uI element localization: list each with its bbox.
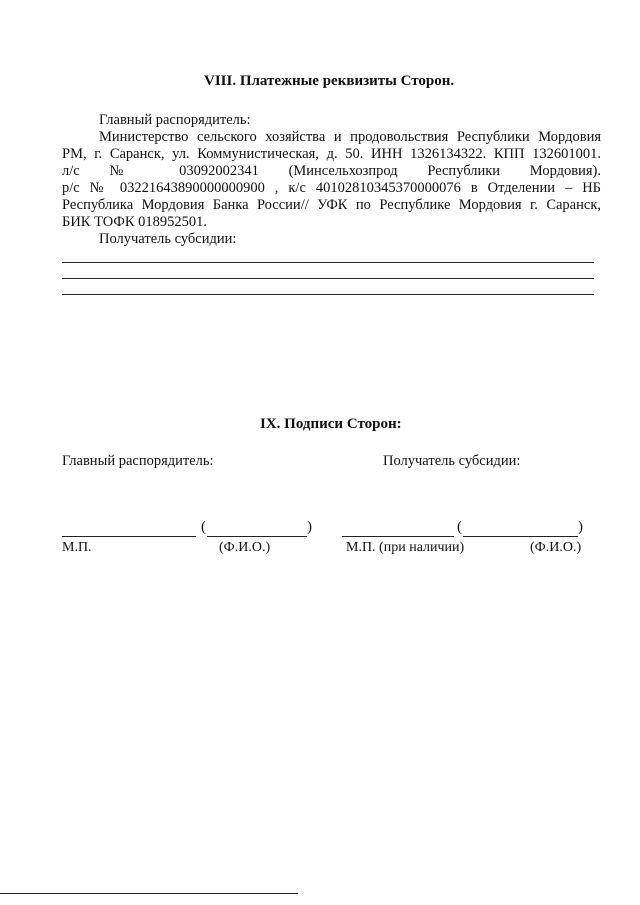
distributor-line-4: р/с № 03221643890000000900 , к/с 40102810345370000076 в Отделении – НБ [62, 180, 601, 196]
distributor-line-2: РМ, г. Саранск, ул. Коммунистическая, д. 50. ИНН 1326134322. КПП 132601001. [62, 146, 601, 162]
distributor-details [62, 146, 601, 214]
section-8-title: VIII. Платежные реквизиты Сторон. [204, 73, 455, 89]
left-seal-label: М.П. [62, 540, 92, 555]
recipient-label: Получатель субсидии: [99, 231, 237, 247]
signature-right-label: Получатель субсидии: [383, 453, 521, 469]
left-fio-label: (Ф.И.О.) [219, 540, 271, 555]
distributor-line-3: л/с № 03092002341 (Минсельхозпрод Республики Мордовия). [62, 163, 601, 179]
right-paren-open: ( [457, 519, 462, 535]
right-fio-label: (Ф.И.О.) [530, 540, 582, 555]
right-seal-label: М.П. (при наличии) [346, 540, 465, 555]
distributor-line-1: Министерство сельского хозяйства и продовольствия Республики Мордовия [99, 129, 601, 145]
left-paren-close: ) [307, 519, 312, 535]
left-paren-open: ( [201, 519, 206, 535]
distributor-line-6: БИК ТОФК 018952501. [62, 214, 208, 230]
section-9-title: IX. Подписи Сторон: [260, 416, 402, 432]
recipient-blank-line-1 [62, 262, 594, 263]
page-bottom-rule [0, 893, 298, 894]
recipient-blank-line-2 [62, 278, 594, 279]
recipient-blank-line-3 [62, 294, 594, 295]
right-name-line [463, 536, 578, 537]
left-name-line [207, 536, 307, 537]
signature-left-label: Главный распорядитель: [62, 453, 214, 469]
left-signature-line [62, 536, 196, 537]
distributor-label: Главный распорядитель: [99, 112, 251, 128]
right-paren-close: ) [578, 519, 583, 535]
distributor-line-5: Республика Мордовия Банка России// УФК по Республике Мордовия г. Саранск, [62, 197, 601, 213]
right-signature-line [342, 536, 454, 537]
